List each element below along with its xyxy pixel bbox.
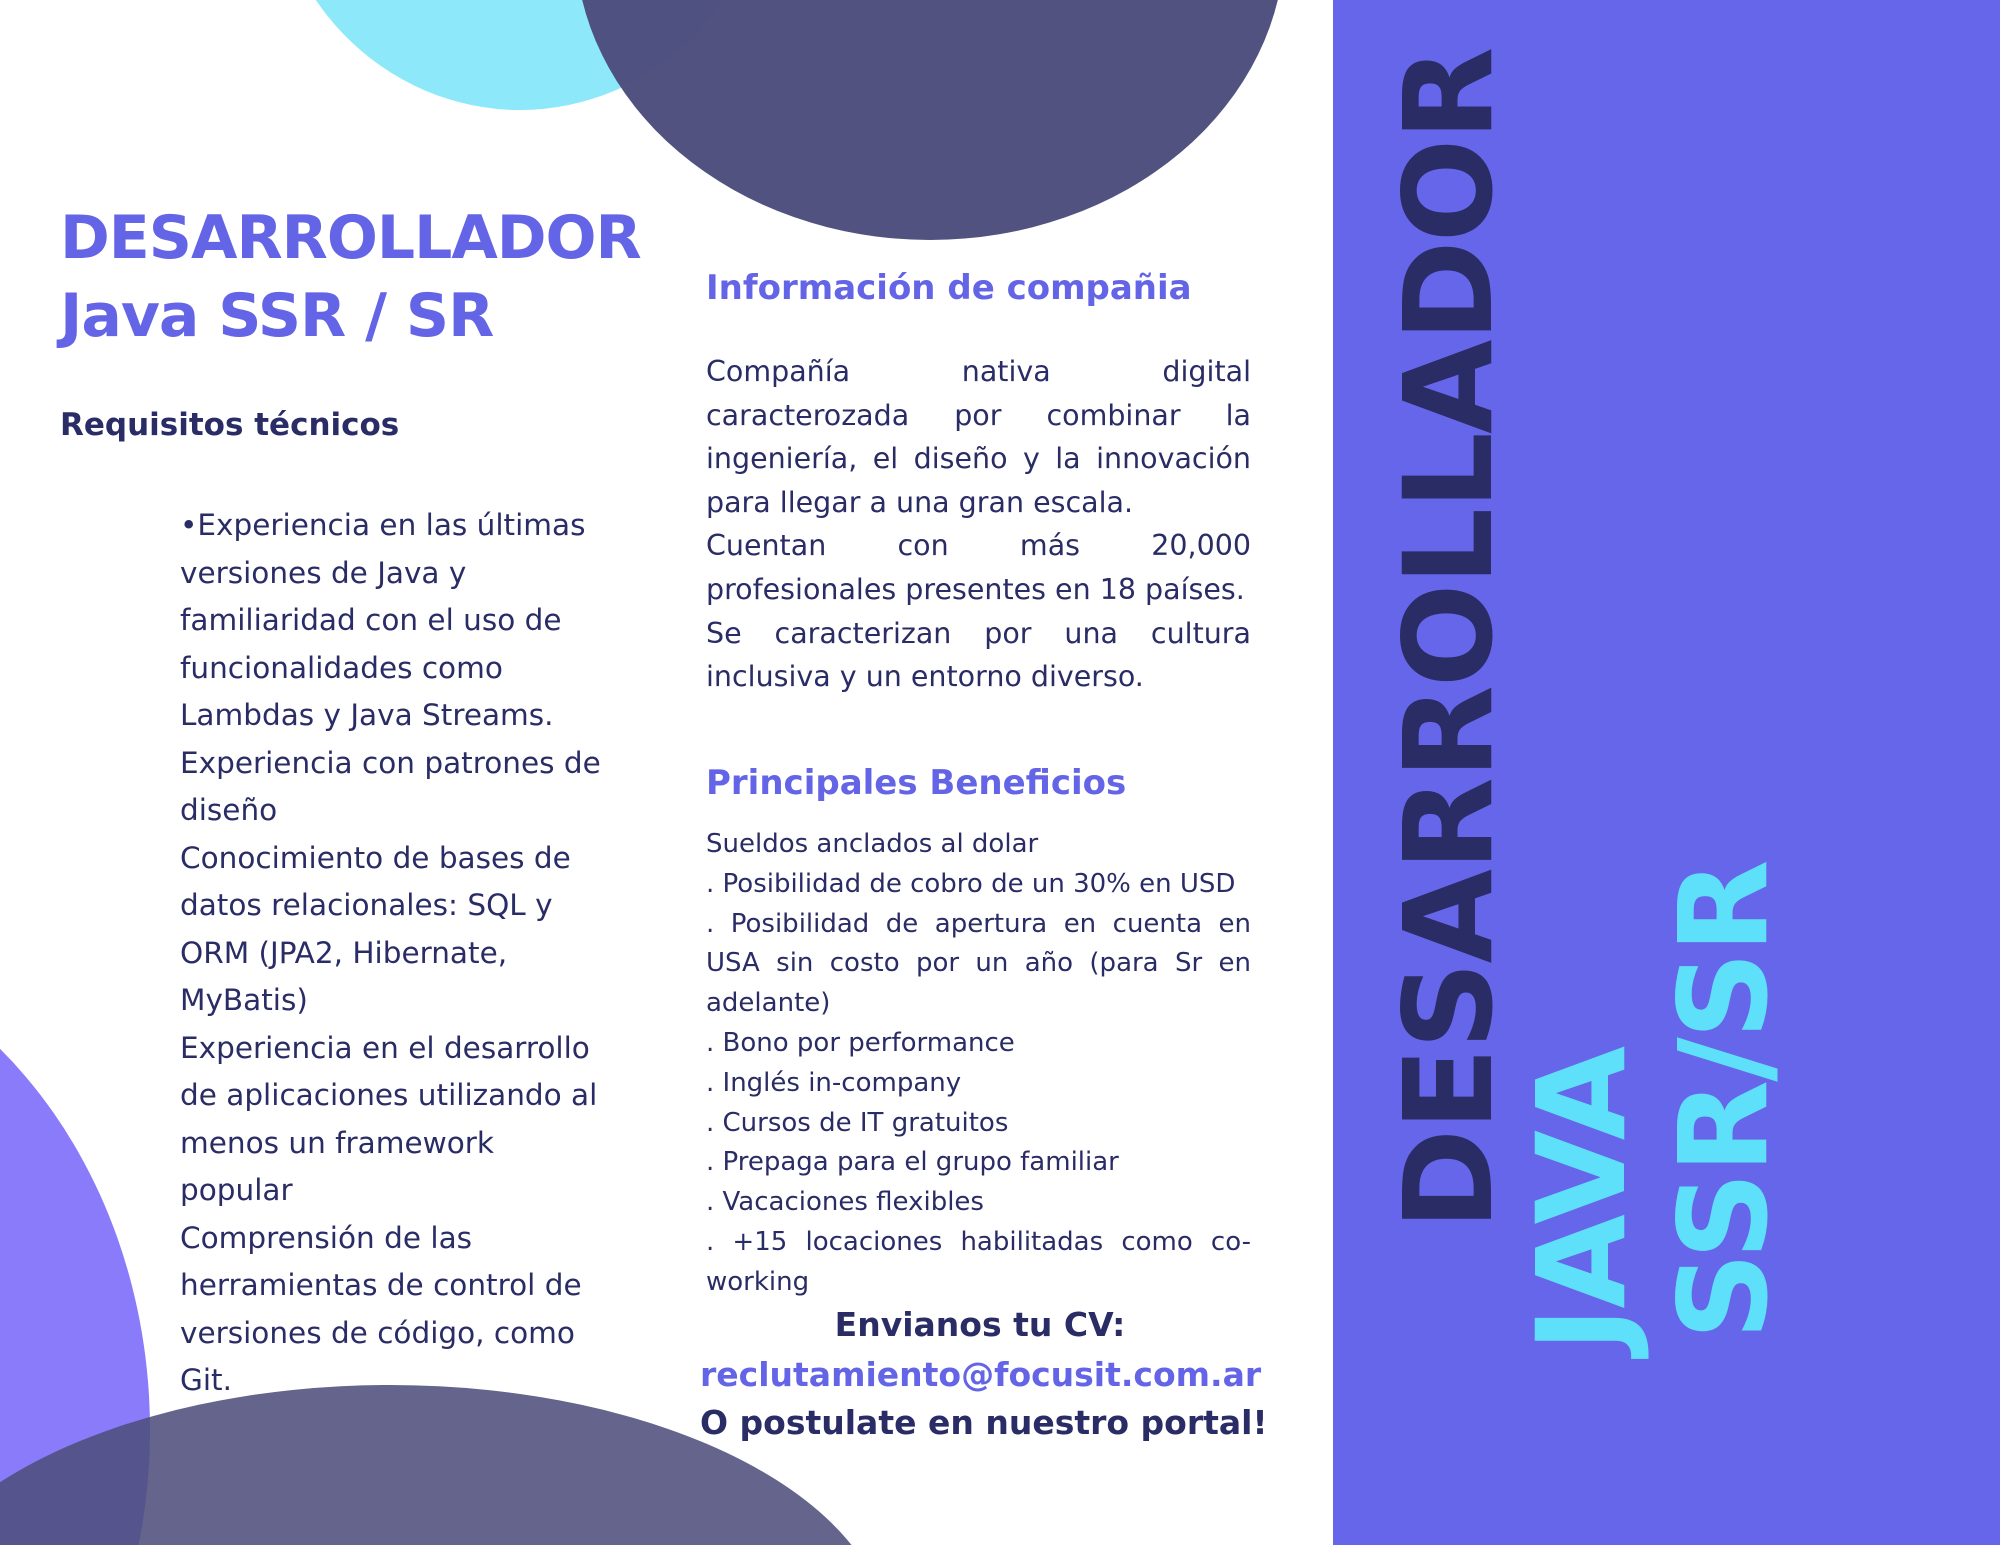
decorative-circle-dark-top <box>575 0 1285 240</box>
benefit-item: . +15 locaciones habilitadas como co-working <box>706 1226 1251 1297</box>
requirements-list <box>180 502 610 1405</box>
requirement-item: Experiencia en el desarrollo de aplicaciones utilizando al menos un framework popular <box>180 1030 598 1207</box>
benefit-item: . Vacaciones flexibles <box>706 1187 984 1218</box>
benefit-item: . Inglés in-company <box>706 1067 962 1098</box>
side-panel <box>1333 0 2000 1545</box>
benefit-item: . Cursos de IT gratuitos <box>706 1107 1009 1138</box>
benefit-item: . Prepaga para el grupo familiar <box>706 1147 1119 1178</box>
benefit-item: . Posibilidad de apertura en cuenta en USA sin costo por un año (para Sr en adelante) <box>706 908 1251 1019</box>
contact-email-link[interactable]: reclutamiento@focusit.com.ar <box>700 1355 1262 1394</box>
side-title-java: JAVA <box>1511 1047 1653 1352</box>
benefit-item: . Posibilidad de cobro de un 30% en USD <box>706 868 1236 899</box>
contact-cta: Envianos tu CV: <box>834 1305 1126 1344</box>
job-title-line-2: Java SSR / SR <box>60 281 494 351</box>
benefit-item: . Bono por performance <box>706 1027 1015 1058</box>
requirements-heading: Requisitos técnicos <box>60 407 400 443</box>
company-info-text <box>706 350 1251 699</box>
requirement-item: Comprensión de las herramientas de control de versiones de código, como Git. <box>180 1220 582 1397</box>
company-info-heading: Información de compañia <box>706 268 1192 308</box>
requirement-item: Experiencia con patrones de diseño <box>180 745 601 827</box>
side-title-desarrollador: DESARROLLADOR <box>1378 48 1520 1230</box>
job-title-line-1: DESARROLLADOR <box>60 203 641 273</box>
requirement-item: •Experiencia en las últimas versiones de Java y familiaridad con el uso de funcionalidades como Lambdas y Java Streams. <box>180 508 586 732</box>
contact-portal-text: O postulate en nuestro portal! <box>700 1403 1268 1442</box>
company-paragraph: Se caracterizan por una cultura inclusiva y un entorno diverso. <box>706 616 1251 694</box>
benefits-list <box>706 825 1251 1303</box>
benefits-heading: Principales Beneficios <box>706 763 1127 803</box>
requirement-item: Conocimiento de bases de datos relacionales: SQL y ORM (JPA2, Hibernate, MyBatis) <box>180 840 571 1017</box>
benefit-item: Sueldos anclados al dolar <box>706 829 1039 859</box>
company-paragraph: Cuentan con más 20,000 profesionales presentes en 18 países. <box>706 529 1251 606</box>
company-paragraph: Compañía nativa digital caracterozada por combinar la ingeniería, el diseño y la innovación para llegar a una gran escala. <box>706 355 1251 519</box>
side-title-seniority: SSR/SR <box>1653 861 1795 1340</box>
